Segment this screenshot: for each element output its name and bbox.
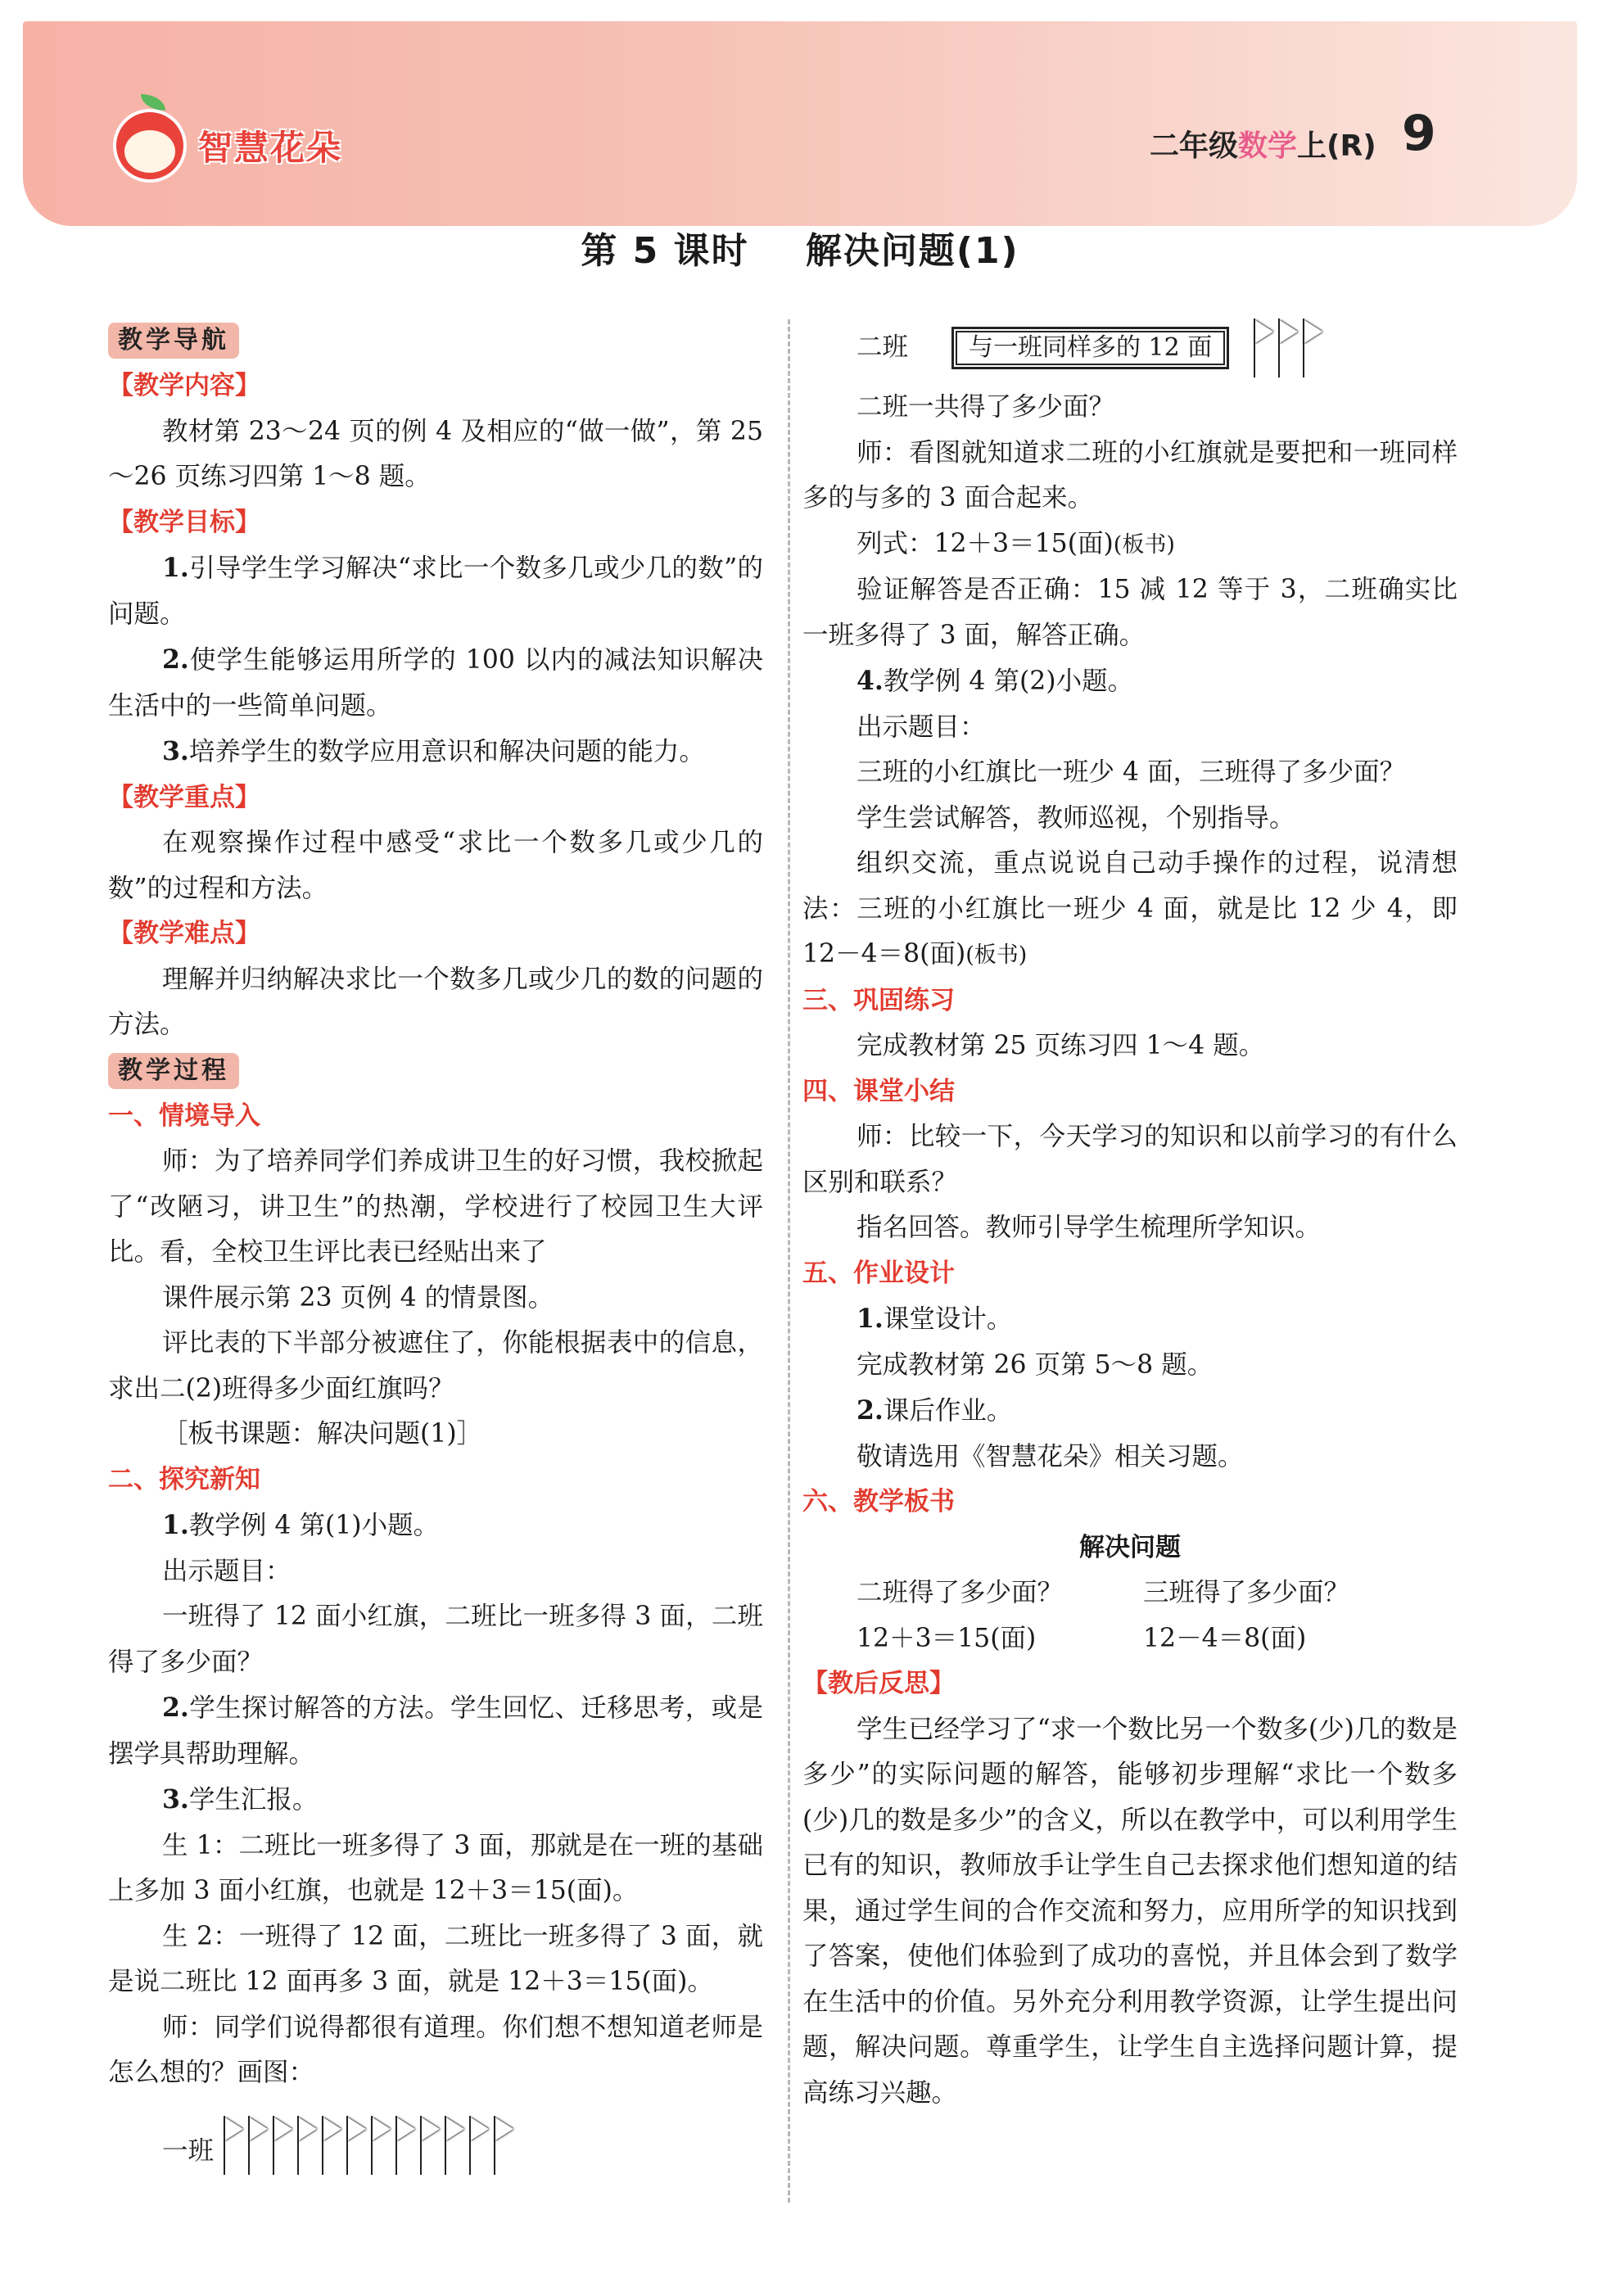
section-3-text: 完成教材第 25 页练习四 1～4 题。 [856,1031,1265,1060]
column-divider [788,319,790,2203]
red-flag-icon [224,2116,243,2175]
board-question: 三班得了多少面？ [1143,1578,1350,1607]
red-flag-icon [420,2116,440,2175]
difficulty-heading: 【教学难点】 [108,919,260,948]
section-4-text: 师：比较一下，今天学习的知识和以前学习的有什么区别和联系？ [802,1122,1458,1197]
goal-heading: 【教学目标】 [108,507,260,537]
class-1-flags [224,2116,518,2175]
grade-prefix: 二年级 [1150,129,1239,163]
grade-suffix: 上(R) [1297,129,1376,163]
try-text: 学生尝试解答，教师巡视，个别指导。 [856,802,1295,833]
equation-line: 列式：12＋3＝15(面)(板书) [856,528,1175,558]
class-1-flag-row [108,2116,763,2175]
class-2-extra-flags [1254,319,1327,377]
grade-label [1150,123,1376,165]
left-column [108,318,763,2175]
content-text: 教材第 23～24 页的例 4 及相应的“做一做”，第 25～26 页练习四第 1～8 题。 [108,416,763,491]
lesson-title: 第 5 课时 解决问题(1) [581,230,1019,272]
logo-face-icon [113,109,187,183]
board-questions [802,1571,1458,1616]
board-topic-note: ［板书课题：解决问题(1)］ [162,1419,483,1449]
red-flag-icon [346,2116,366,2175]
board-equations [802,1616,1458,1662]
section-1-paragraph: 评比表的下半部分被遮住了，你能根据表中的信息，求出二(2)班得多少面红旗吗？ [108,1328,763,1403]
red-flag-icon [1254,319,1273,377]
brand-logo [113,106,359,185]
nav-badge: 教学导航 [108,323,239,359]
section-5-heading: 五、作业设计 [802,1258,955,1288]
problem-text: 三班的小红旗比一班少 4 面，三班得了多少面？ [856,757,1406,787]
difficulty-text: 理解并归纳解决求比一个数多几或少几的数的问题的方法。 [108,964,763,1039]
homework-text: 完成教材第 26 页第 5～8 题。 [856,1349,1214,1380]
step-item: 1.教学例 4 第(1)小题。 [162,1510,440,1540]
red-flag-icon [322,2116,341,2175]
key-text: 在观察操作过程中感受“求比一个数多几或少几的数”的过程和方法。 [108,828,763,903]
process-badge: 教学过程 [108,1053,239,1089]
board-title: 解决问题 [1079,1532,1181,1562]
red-flag-icon [494,2116,513,2175]
section-4-text: 指名回答。教师引导学生梳理所学知识。 [856,1213,1322,1242]
reflection-text: 学生已经学习了“求一个数比另一个数多(少)几的数是多少”的实际问题的解答，能够初步理解“求比一个数多(少)几的数是多少”的含义，所以在教学中，可以利用学生已有的知识，教师放手让学生自己去探求他们想知道的结果，通过学生间的合作交流和努力，应用所学的知识找到了答案，使他们体验到了成功的喜悦，并且体会到了数学在生活中的价值。另外充分利用教学资源，让学生提出问题，解决问题。尊重学生，让学生自主选择问题计算，提高练习兴趣。 [802,1714,1458,2108]
section-1-heading: 一、情境导入 [108,1101,260,1131]
student-answer: 生 2：一班得了 12 面，二班比一班多得了 3 面，就是说二班比 12 面再多 3 面，就是 12＋3＝15(面)。 [108,1921,763,1996]
goal-item: 1.引导学生学习解决“求比一个数多几或少几的数”的问题。 [108,553,763,629]
content-heading: 【教学内容】 [108,371,260,400]
section-4-heading: 四、课堂小结 [802,1076,955,1106]
step-item: 4.教学例 4 第(2)小题。 [856,666,1134,696]
section-1-paragraph: 课件展示第 23 页例 4 的情景图。 [162,1282,554,1313]
red-flag-icon [469,2116,489,2175]
section-6-heading: 六、教学板书 [802,1487,955,1516]
reflection-heading: 【教后反思】 [802,1669,955,1698]
class-2-label: 二班 [856,332,909,363]
student-answer: 生 1：二班比一班多得了 3 面，那就是在一班的基础上多加 3 面小红旗，也就是 12＋3＝15(面)。 [108,1830,763,1905]
section-3-heading: 三、巩固练习 [802,985,955,1015]
red-flag-icon [273,2116,292,2175]
homework-item: 1.课堂设计。 [856,1304,1013,1334]
teacher-remark: 师：同学们说得都很有道理。你们想不想知道老师是怎么想的？画图： [108,2012,763,2087]
teacher-remark: 师：看图就知道求二班的小红旗就是要把和一班同样多的与多的 3 面合起来。 [802,437,1458,513]
goal-item: 2.使学生能够运用所学的 100 以内的减法知识解决生活中的一些简单问题。 [108,644,763,721]
step-item: 3.学生汇报。 [162,1784,319,1815]
section-1-paragraph: 师：为了培养同学们养成讲卫生的好习惯，我校掀起了“改陋习，讲卫生”的热潮，学校进行了校园卫生大评比。看，全校卫生评比表已经贴出来了 [108,1146,763,1267]
homework-item: 2.课后作业。 [856,1395,1013,1426]
red-flag-icon [445,2116,464,2175]
brand-name: 智慧花朵 [198,128,343,168]
board-equation: 12＋3＝15(面) [856,1623,1037,1653]
page-number: 9 [1402,105,1436,162]
section-2-heading: 二、探究新知 [108,1464,260,1494]
board-question: 二班得了多少面？ [856,1578,1064,1607]
class-1-label: 一班 [162,2136,215,2166]
discuss-text: 组织交流，重点说说自己动手操作的过程，说清想法：三班的小红旗比一班少 4 面，就是比 12 少 4，即 12－4＝8(面)(板书) [802,848,1458,969]
right-column [802,311,1458,2116]
red-flag-icon [395,2116,415,2175]
verify-text: 验证解答是否正确：15 减 12 等于 3，二班确实比一班多得了 3 面，解答正确。 [802,575,1458,650]
class-2-box: 与一班同样多的 12 面 [951,327,1229,369]
homework-text: 敬请选用《智慧花朵》相关习题。 [856,1441,1244,1471]
board-equation: 12－4＝8(面) [1143,1623,1307,1653]
question: 二班一共得了多少面？ [856,392,1115,422]
grade-subject: 数学 [1238,129,1298,163]
red-flag-icon [1278,319,1298,377]
red-flag-icon [371,2116,391,2175]
red-flag-icon [1303,319,1322,377]
step-item: 2.学生探讨解答的方法。学生回忆、迁移思考，或是摆学具帮助理解。 [108,1693,763,1769]
red-flag-icon [297,2116,317,2175]
show-problem: 出示题目： [162,1556,292,1586]
show-problem: 出示题目： [856,712,986,742]
problem-text: 一班得了 12 面小红旗，二班比一班多得 3 面，二班得了多少面？ [108,1602,763,1677]
red-flag-icon [248,2116,268,2175]
class-2-diagram [802,311,1458,385]
goal-item: 3.培养学生的数学应用意识和解决问题的能力。 [162,736,705,766]
key-heading: 【教学重点】 [108,782,260,812]
